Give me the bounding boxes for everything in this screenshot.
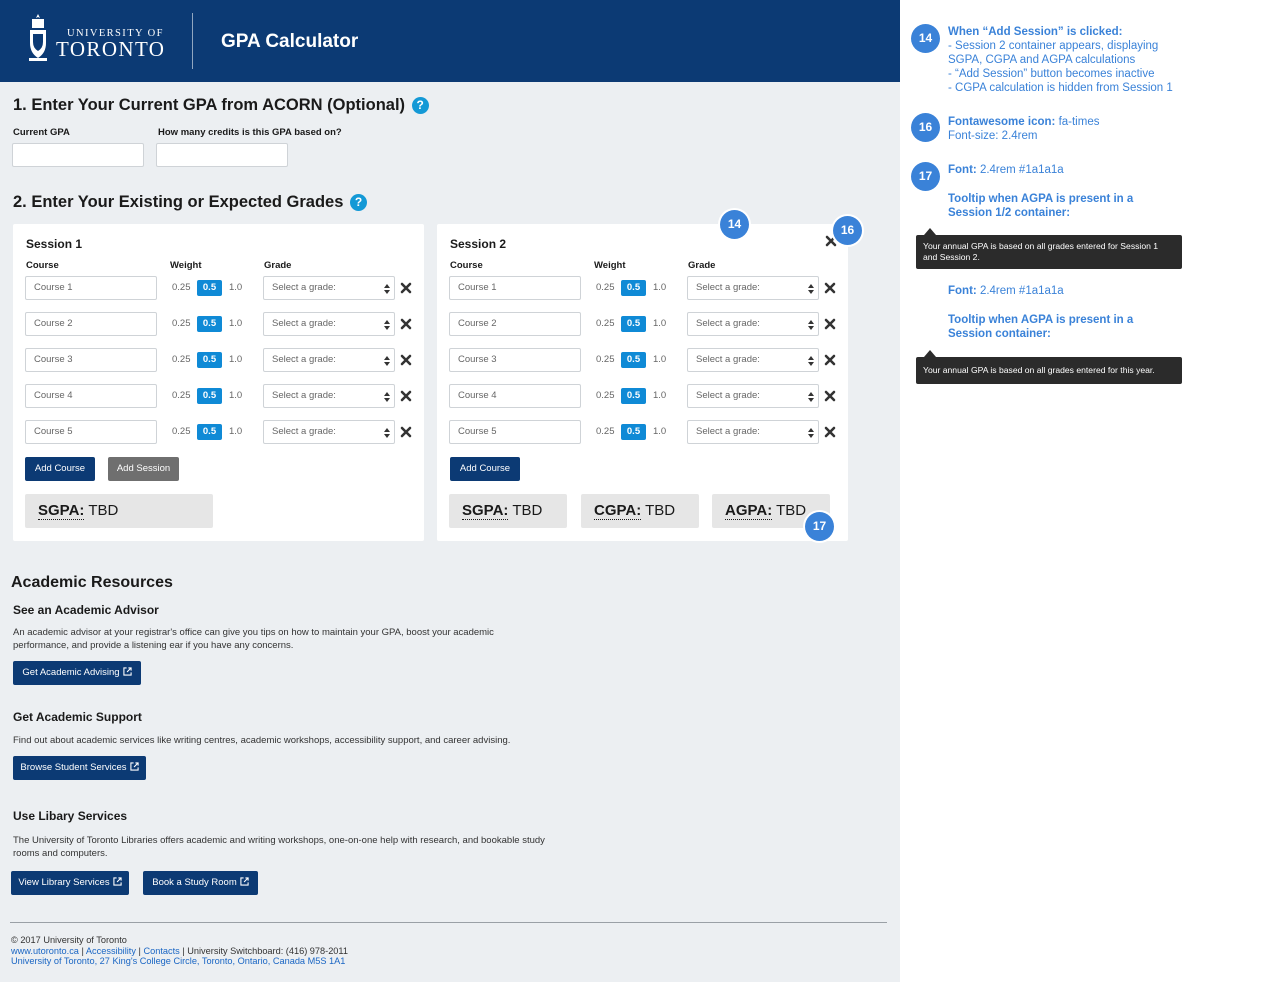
note-17-tooltip1-title-line: Tooltip when AGPA is present in a <box>948 193 1134 205</box>
course-name-input[interactable]: Course 2 <box>449 312 581 336</box>
course-row <box>437 420 848 444</box>
current-gpa-input[interactable] <box>12 143 144 167</box>
tooltip-arrow <box>924 350 936 357</box>
col-header-course: Course <box>450 260 483 271</box>
tooltip-arrow <box>924 228 936 235</box>
grade-select-value: Select a grade: <box>696 318 760 329</box>
sgpa-label[interactable]: SGPA: <box>462 502 509 519</box>
note-17-font-value: 2.4rem #1a1a1a <box>979 285 1064 297</box>
select-arrows-icon <box>384 391 390 403</box>
note-17-font <box>948 163 1064 177</box>
remove-course-icon[interactable] <box>823 425 837 439</box>
note-16-label: Fontawesome icon: <box>948 116 1056 128</box>
grade-select[interactable] <box>687 276 819 300</box>
header-divider <box>192 13 193 69</box>
course-name-input[interactable]: Course 3 <box>449 348 581 372</box>
logo-university-of: UNIVERSITY OF <box>67 28 164 39</box>
external-link-icon <box>123 667 132 676</box>
book-study-room-button[interactable] <box>143 871 258 895</box>
university-crest-icon <box>27 13 49 63</box>
select-arrows-icon <box>384 355 390 367</box>
annotation-panel <box>900 0 1284 982</box>
weight-option-selected[interactable]: 0.5 <box>197 352 222 368</box>
step2-heading <box>13 193 367 212</box>
library-text-line: rooms and computers. <box>13 848 108 859</box>
note-14 <box>948 25 1173 95</box>
remove-course-icon[interactable] <box>399 425 413 439</box>
annotation-marker-16: 16 <box>833 216 862 245</box>
course-row <box>13 384 424 408</box>
remove-course-icon[interactable] <box>823 353 837 367</box>
button-label: View Library Services <box>18 877 110 888</box>
remove-course-icon[interactable] <box>823 281 837 295</box>
weight-option[interactable]: 0.25 <box>172 426 191 437</box>
advisor-text <box>13 626 494 652</box>
note-17-font-2 <box>948 284 1064 298</box>
grade-select[interactable] <box>263 384 395 408</box>
col-header-grade: Grade <box>688 260 716 271</box>
weight-option[interactable]: 0.25 <box>596 426 615 437</box>
weight-option[interactable]: 1.0 <box>653 282 667 293</box>
grade-select-value: Select a grade: <box>696 354 760 365</box>
external-link-icon <box>130 762 139 771</box>
col-header-weight: Weight <box>594 260 626 271</box>
credits-label: How many credits is this GPA based on? <box>158 127 342 138</box>
grade-select-value: Select a grade: <box>272 282 336 293</box>
note-14-line: - “Add Session” button becomes inactive <box>948 68 1155 80</box>
weight-option[interactable]: 1.0 <box>229 390 243 401</box>
course-row <box>13 276 424 300</box>
weight-option[interactable]: 1.0 <box>653 390 667 401</box>
weight-option[interactable]: 1.0 <box>653 318 667 329</box>
note-17-tooltip2-title-line: Session container: <box>948 328 1051 340</box>
logo-toronto: TORONTO <box>56 37 166 61</box>
weight-option[interactable]: 0.25 <box>596 318 615 329</box>
footer-switchboard: University Switchboard: (416) 978-2011 <box>187 946 348 956</box>
select-arrows-icon <box>808 319 814 331</box>
course-name-input[interactable]: Course 4 <box>449 384 581 408</box>
view-library-services-button[interactable] <box>11 871 129 895</box>
weight-option[interactable]: 0.25 <box>596 282 615 293</box>
course-name-input[interactable]: Course 5 <box>25 420 157 444</box>
course-name-input[interactable]: Course 5 <box>449 420 581 444</box>
grade-select-value: Select a grade: <box>272 426 336 437</box>
help-icon[interactable]: ? <box>412 97 429 114</box>
footer-address[interactable]: University of Toronto, 27 King's College Circle, Toronto, Ontario, Canada M5S 1A1 <box>11 956 346 966</box>
course-name-input[interactable]: Course 3 <box>25 348 157 372</box>
support-title: Get Academic Support <box>13 710 142 724</box>
session-1-panel <box>13 224 424 541</box>
footer-link-contacts[interactable]: Contacts <box>143 946 180 956</box>
weight-option[interactable]: 0.25 <box>172 390 191 401</box>
external-link-icon <box>240 877 249 886</box>
note-marker-17: 17 <box>911 162 940 191</box>
library-text-line: The University of Toronto Libraries offers academic and writing workshops, one-on-one help with research, and bookable study <box>13 835 545 846</box>
weight-option[interactable]: 1.0 <box>229 318 243 329</box>
agpa-label[interactable]: AGPA: <box>725 502 773 519</box>
cgpa-value: TBD <box>645 502 676 519</box>
weight-option[interactable]: 1.0 <box>229 282 243 293</box>
course-name-input[interactable]: Course 1 <box>449 276 581 300</box>
weight-option[interactable]: 0.25 <box>596 390 615 401</box>
note-16-size: Font-size: 2.4rem <box>948 130 1038 142</box>
note-14-line: - Session 2 container appears, displaying <box>948 40 1159 52</box>
page-title: GPA Calculator <box>221 31 359 52</box>
col-header-grade: Grade <box>264 260 292 271</box>
note-marker-14: 14 <box>911 24 940 53</box>
annotation-marker-14: 14 <box>720 210 749 239</box>
tooltip-line: Your annual GPA is based on all grades entered for Session 1 <box>923 241 1159 251</box>
remove-course-icon[interactable] <box>399 389 413 403</box>
course-row <box>437 276 848 300</box>
grade-select[interactable] <box>687 420 819 444</box>
grade-select-value: Select a grade: <box>272 318 336 329</box>
agpa-tooltip-two-sessions <box>916 235 1182 269</box>
advisor-text-line: performance, and provide a listening ear if you have any concerns. <box>13 640 294 651</box>
tooltip-line: Your annual GPA is based on all grades entered for this year. <box>923 365 1155 375</box>
col-header-course: Course <box>26 260 59 271</box>
grade-select[interactable] <box>263 420 395 444</box>
grade-select-value: Select a grade: <box>696 390 760 401</box>
weight-option-selected[interactable]: 0.5 <box>621 388 646 404</box>
course-row <box>437 384 848 408</box>
note-17-tooltip2-title <box>948 313 1133 341</box>
grade-select-value: Select a grade: <box>696 282 760 293</box>
advisor-title: See an Academic Advisor <box>13 603 159 617</box>
external-link-icon <box>113 877 122 886</box>
grade-select[interactable] <box>263 348 395 372</box>
grade-select-value: Select a grade: <box>696 426 760 437</box>
remove-course-icon[interactable] <box>399 317 413 331</box>
weight-option[interactable]: 1.0 <box>229 354 243 365</box>
footer-link-utoronto[interactable]: www.utoronto.ca <box>11 946 79 956</box>
footer-divider <box>10 922 887 923</box>
grade-select-value: Select a grade: <box>272 354 336 365</box>
weight-option-selected[interactable]: 0.5 <box>197 424 222 440</box>
select-arrows-icon <box>808 391 814 403</box>
weight-option-selected[interactable]: 0.5 <box>197 316 222 332</box>
support-text: Find out about academic services like writing centres, academic workshops, accessibility support, and career advising. <box>13 735 511 746</box>
current-gpa-label: Current GPA <box>13 127 70 138</box>
select-arrows-icon <box>808 283 814 295</box>
course-name-input[interactable]: Course 2 <box>25 312 157 336</box>
grade-select[interactable] <box>263 312 395 336</box>
weight-option[interactable]: 0.25 <box>172 318 191 329</box>
sgpa-label[interactable]: SGPA: <box>38 502 85 519</box>
library-title: Use Libary Services <box>13 809 128 823</box>
sgpa-box <box>449 494 567 528</box>
note-17-tooltip1-title-line: Session 1/2 container: <box>948 207 1071 219</box>
agpa-value: TBD <box>776 502 807 519</box>
cgpa-label[interactable]: CGPA: <box>594 502 642 519</box>
annotation-marker-17: 17 <box>805 512 834 541</box>
note-17-font-value: 2.4rem #1a1a1a <box>979 164 1064 176</box>
weight-option-selected[interactable]: 0.5 <box>197 280 222 296</box>
course-name-input[interactable]: Course 4 <box>25 384 157 408</box>
remove-course-icon[interactable] <box>399 353 413 367</box>
add-course-button[interactable]: Add Course <box>450 457 520 481</box>
add-session-button[interactable]: Add Session <box>108 457 179 481</box>
footer-link-accessibility[interactable]: Accessibility <box>85 946 136 956</box>
weight-option-selected[interactable]: 0.5 <box>621 280 646 296</box>
note-14-line: SGPA, CGPA and AGPA calculations <box>948 54 1136 66</box>
weight-option[interactable]: 1.0 <box>653 354 667 365</box>
note-17-font-label: Font: <box>948 164 977 176</box>
step1-heading-text: 1. Enter Your Current GPA from ACORN (Optional) <box>13 96 406 114</box>
session-2-panel <box>437 224 848 541</box>
weight-option[interactable]: 0.25 <box>172 282 191 293</box>
note-17-tooltip1-title <box>948 192 1133 220</box>
weight-option-selected[interactable]: 0.5 <box>621 352 646 368</box>
session-title: Session 1 <box>26 237 83 251</box>
course-row <box>13 312 424 336</box>
button-label: Get Academic Advising <box>22 667 120 678</box>
step2-heading-text: 2. Enter Your Existing or Expected Grades <box>13 193 344 211</box>
library-text <box>13 834 545 860</box>
weight-option-selected[interactable]: 0.5 <box>197 388 222 404</box>
step1-heading <box>13 96 429 115</box>
note-marker-16: 16 <box>911 113 940 142</box>
note-14-line: - CGPA calculation is hidden from Session 1 <box>948 82 1173 94</box>
grade-select[interactable] <box>687 348 819 372</box>
sgpa-box <box>25 494 213 528</box>
advisor-text-line: An academic advisor at your registrar's office can give you tips on how to maintain your GPA, boost your academic <box>13 627 494 638</box>
site-header <box>0 0 900 82</box>
tooltip-line: and Session 2. <box>923 252 980 262</box>
browse-student-services-button[interactable] <box>13 756 146 780</box>
grade-select[interactable] <box>263 276 395 300</box>
note-16-value: fa-times <box>1058 116 1100 128</box>
grade-select[interactable] <box>687 312 819 336</box>
weight-option[interactable]: 1.0 <box>653 426 667 437</box>
note-17-font-label: Font: <box>948 285 977 297</box>
get-academic-advising-button[interactable] <box>13 661 141 685</box>
credits-input[interactable] <box>156 143 288 167</box>
course-row <box>437 312 848 336</box>
button-label: Browse Student Services <box>20 762 127 773</box>
select-arrows-icon <box>384 283 390 295</box>
select-arrows-icon <box>808 427 814 439</box>
button-label: Book a Study Room <box>152 877 237 888</box>
note-16 <box>948 115 1099 143</box>
grade-select[interactable] <box>687 384 819 408</box>
weight-option-selected[interactable]: 0.5 <box>621 424 646 440</box>
course-name-input[interactable]: Course 1 <box>25 276 157 300</box>
select-arrows-icon <box>384 319 390 331</box>
col-header-weight: Weight <box>170 260 202 271</box>
add-course-button[interactable]: Add Course <box>25 457 95 481</box>
weight-option[interactable]: 1.0 <box>229 426 243 437</box>
sgpa-value: TBD <box>512 502 543 519</box>
footer-separator: | <box>182 946 185 956</box>
note-17-tooltip2-title-line: Tooltip when AGPA is present in a <box>948 314 1134 326</box>
resources-heading: Academic Resources <box>11 574 173 591</box>
course-row <box>13 348 424 372</box>
grade-select-value: Select a grade: <box>272 390 336 401</box>
footer-separator: | <box>138 946 141 956</box>
session-title: Session 2 <box>450 237 507 251</box>
remove-course-icon[interactable] <box>823 389 837 403</box>
footer-links <box>11 946 348 956</box>
sgpa-value: TBD <box>88 502 119 519</box>
footer-copyright: © 2017 University of Toronto <box>11 935 127 945</box>
select-arrows-icon <box>384 427 390 439</box>
cgpa-box <box>581 494 699 528</box>
help-icon[interactable]: ? <box>350 194 367 211</box>
agpa-tooltip-single-session <box>916 357 1182 384</box>
footer-separator: | <box>81 946 84 956</box>
remove-course-icon[interactable] <box>399 281 413 295</box>
select-arrows-icon <box>808 355 814 367</box>
weight-option[interactable]: 0.25 <box>596 354 615 365</box>
weight-option[interactable]: 0.25 <box>172 354 191 365</box>
course-row <box>437 348 848 372</box>
remove-course-icon[interactable] <box>823 317 837 331</box>
weight-option-selected[interactable]: 0.5 <box>621 316 646 332</box>
course-row <box>13 420 424 444</box>
note-14-title: When “Add Session” is clicked: <box>948 26 1123 38</box>
